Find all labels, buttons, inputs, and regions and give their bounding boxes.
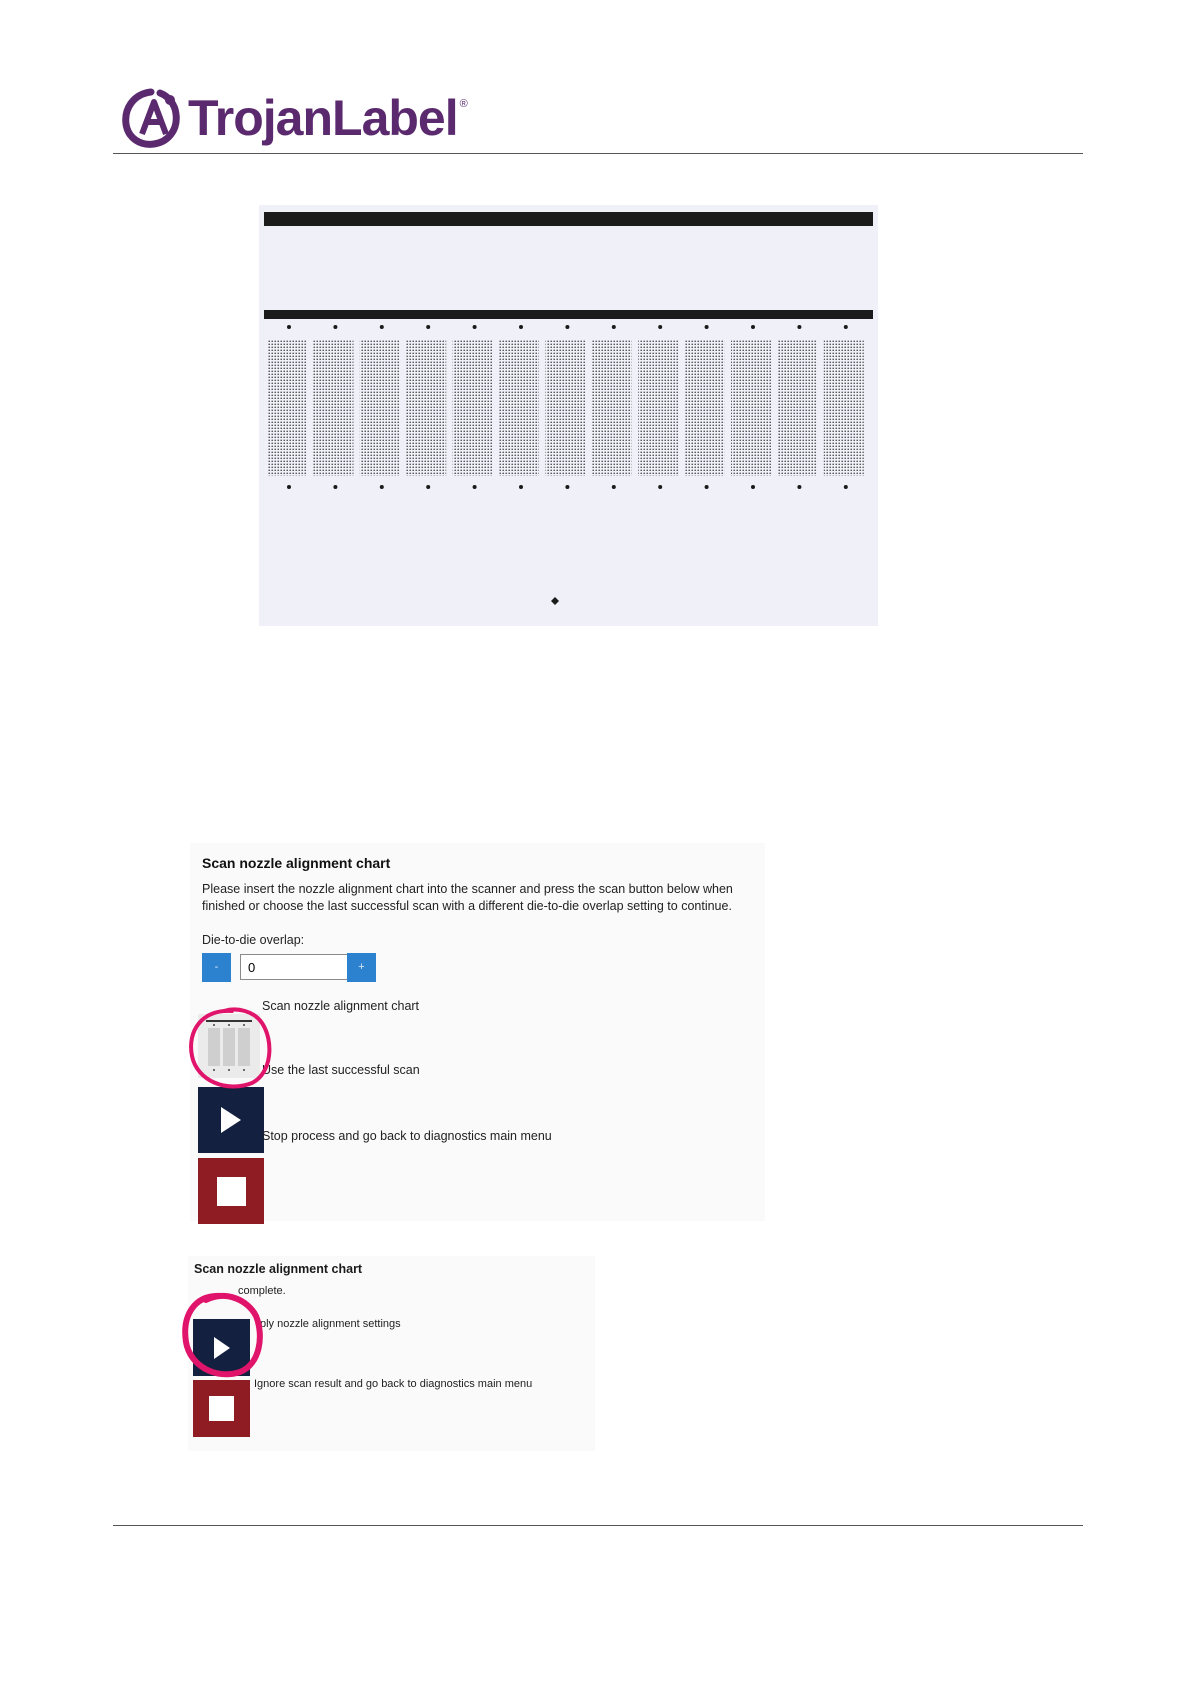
scan-chart-button[interactable] xyxy=(198,1014,260,1078)
brand-name: TrojanLabel xyxy=(188,90,458,146)
play-icon xyxy=(214,1337,230,1359)
stop-process-label: Stop process and go back to diagnostics main menu xyxy=(262,1129,552,1143)
marker-dot-bottom xyxy=(844,485,848,489)
marker-dot-bottom xyxy=(797,485,801,489)
chart-thumbnail-icon xyxy=(198,1014,260,1078)
nozzle-column xyxy=(592,339,632,476)
marker-dot-top xyxy=(333,325,337,329)
registered-mark: ® xyxy=(459,98,468,110)
nozzle-column xyxy=(824,339,864,476)
stop-process-button[interactable] xyxy=(198,1158,264,1224)
trojanlabel-logo xyxy=(120,88,468,148)
overlap-decrement-button[interactable]: - xyxy=(202,953,231,982)
marker-dot-top xyxy=(705,325,709,329)
marker-dot-bottom xyxy=(705,485,709,489)
marker-dot-bottom xyxy=(519,485,523,489)
marker-dot-bottom xyxy=(287,485,291,489)
dialog-title: Scan nozzle alignment chart xyxy=(194,1262,363,1276)
marker-dot-top xyxy=(287,325,291,329)
trojanlabel-logo-icon xyxy=(120,88,182,148)
nozzle-column xyxy=(777,339,817,476)
scan-complete-screenshot xyxy=(188,1256,595,1451)
dialog-title: Scan nozzle alignment chart xyxy=(202,855,391,871)
nozzle-column xyxy=(453,339,493,476)
use-last-scan-label: Use the last successful scan xyxy=(262,1063,420,1077)
marker-dot-top xyxy=(612,325,616,329)
use-last-scan-button[interactable] xyxy=(198,1087,264,1153)
nozzle-column xyxy=(685,339,725,476)
nozzle-column xyxy=(267,339,307,476)
nozzle-column xyxy=(360,339,400,476)
alignment-chart-graphic xyxy=(259,205,878,626)
marker-dot-bottom xyxy=(658,485,662,489)
nozzle-column xyxy=(406,339,446,476)
stop-icon xyxy=(209,1396,234,1421)
apply-settings-button[interactable] xyxy=(193,1319,250,1376)
ignore-result-label: Ignore scan result and go back to diagnostics main menu xyxy=(254,1378,533,1390)
marker-dot-top xyxy=(751,325,755,329)
overlap-increment-button[interactable]: + xyxy=(347,953,376,982)
nozzle-column xyxy=(545,339,585,476)
nozzle-column xyxy=(638,339,678,476)
marker-dot-bottom xyxy=(565,485,569,489)
status-text: complete. xyxy=(238,1285,286,1297)
middle-bar xyxy=(264,310,873,319)
play-icon xyxy=(221,1107,241,1133)
nozzle-column xyxy=(313,339,353,476)
marker-dot-top xyxy=(473,325,477,329)
marker-dot-top xyxy=(658,325,662,329)
marker-dot-top xyxy=(519,325,523,329)
marker-dot-bottom xyxy=(380,485,384,489)
marker-dot-top xyxy=(797,325,801,329)
marker-dot-top xyxy=(844,325,848,329)
top-bar xyxy=(264,212,873,226)
center-diamond-marker xyxy=(551,597,559,605)
scanned-alignment-chart xyxy=(259,205,878,626)
header-divider xyxy=(113,153,1083,154)
scan-dialog-screenshot xyxy=(190,843,765,1221)
ignore-result-button[interactable] xyxy=(193,1380,250,1437)
nozzle-column xyxy=(731,339,771,476)
marker-dot-bottom xyxy=(426,485,430,489)
marker-dot-bottom xyxy=(612,485,616,489)
marker-dot-bottom xyxy=(751,485,755,489)
scan-chart-label: Scan nozzle alignment chart xyxy=(262,999,420,1013)
marker-dot-top xyxy=(380,325,384,329)
overlap-label: Die-to-die overlap: xyxy=(202,933,305,947)
marker-dot-top xyxy=(426,325,430,329)
marker-dot-bottom xyxy=(333,485,337,489)
marker-dot-bottom xyxy=(473,485,477,489)
apply-settings-label: ply nozzle alignment settings xyxy=(260,1318,401,1330)
footer-divider xyxy=(113,1525,1083,1526)
marker-dot-top xyxy=(565,325,569,329)
dialog-instruction: Please insert the nozzle alignment chart into the scanner and press the scan button below when finished or choose the last successful scan with a different die-to-die overlap setting to continue. xyxy=(202,882,733,913)
stop-icon xyxy=(217,1177,246,1206)
nozzle-column xyxy=(499,339,539,476)
